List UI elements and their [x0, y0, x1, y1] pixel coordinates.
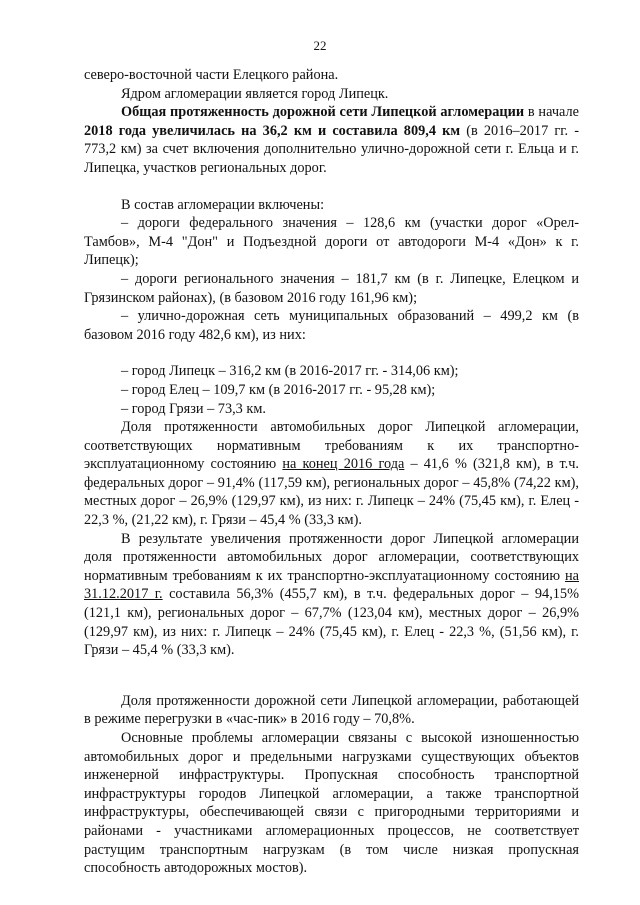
paragraph-share-2016 [84, 418, 579, 530]
paragraph-main-problems: Основные проблемы агломерации связаны с высокой изношенностью автомобильных дорог и предельными нагрузками существующих объектов инженерной инфраструктуры. Пропускная способность транспортной инфраструктуры городов Липецкой агломерации, а также транспортной инфраструктуры, обеспечивающей связи с пригородными территориями и районами - участниками агломерационных процессов, не соответствует растущим транспортным нагрузкам (в том числе низкая пропускная способность автодорожных мостов). [84, 730, 579, 877]
document-body [84, 66, 579, 878]
text-span: Доля протяженности автомобильных дорог Липецкой агломерации, соответствующих нормативным требованиям к их транспортно-эксплуатационному состоянию [84, 419, 579, 473]
bold-text: 2018 года увеличилась на 36,2 км и составила 809,4 км [84, 122, 461, 139]
text-span: (в 2016–2017 гг. - 773,2 км) за счет включения дополнительно улично-дорожной сети г. Ельца и г. Липецка, участков региональных дорог. [84, 122, 579, 176]
paragraph-composition-heading: В состав агломерации включены: [121, 196, 325, 213]
underlined-date: на конец 2016 года [282, 456, 405, 473]
list-item-lipetsk: – город Липецк – 316,2 км (в 2016-2017 гг. - 314,06 км); [121, 363, 459, 380]
paragraph-share-2017 [84, 530, 579, 660]
paragraph-network-length [84, 103, 579, 177]
text-span: в начале [524, 104, 580, 121]
bold-text: Общая протяженность дорожной сети Липецкой агломерации [121, 104, 525, 121]
page-number: 22 [313, 38, 327, 53]
underlined-date: на 31.12.2017 г. [84, 567, 579, 603]
paragraph-peak-load: Доля протяженности дорожной сети Липецкой агломерации, работающей в режиме перегрузки в «час-пик» в 2016 году – 70,8%. [84, 692, 579, 728]
list-item-regional-roads: – дороги регионального значения – 181,7 км (в г. Липецке, Елецком и Грязинском районах), (в базовом 2016 году 161,96 км); [84, 270, 579, 306]
list-item-federal-roads: – дороги федерального значения – 128,6 км (участки дорог «Орел-Тамбов», М-4 "Дон" и Подъездной дороги от автодороги М-4 «Дон» к г. Липецк); [84, 215, 579, 269]
list-item-elets: – город Елец – 109,7 км (в 2016-2017 гг. - 95,28 км); [121, 381, 436, 398]
list-item-gryazi: – город Грязи – 73,3 км. [121, 400, 266, 417]
text-span: В результате увеличения протяженности дорог Липецкой агломерации доля протяженности автомобильных дорог агломерации, соответствующих нормативным требованиям к их транспортно-эксплуатационному состоянию [84, 530, 579, 584]
paragraph-core-city: Ядром агломерации является город Липецк. [121, 85, 389, 102]
paragraph-continuation: северо-восточной части Елецкого района. [84, 67, 339, 83]
text-span: – 41,6 % (321,8 км), в т.ч. федеральных дорог – 91,4% (117,59 км), региональных дорог – 45,8% (74,22 км), местных дорог – 26,9% (129,97 км), из них: г. Липецк – 24% (75,45 км), г. Елец - 22,3 %, (21,22 км), г. Грязи – 45,4 % (33,3 км). [84, 456, 579, 529]
list-item-municipal-roads: – улично-дорожная сеть муниципальных образований – 499,2 км (в базовом 2016 году 482,6 км), из них: [84, 308, 579, 343]
text-span: составила 56,3% (455,7 км), в т.ч. федеральных дорог – 94,15% (121,1 км), региональных дорог – 67,7% (123,04 км), местных дорог – 26,9% (129,97 км), из них: г. Липецк – 24% (75,45 км), г. Елец - 22,3 %, (51,56 км), г. Грязи – 45,4 % (33,3 км). [84, 586, 579, 659]
